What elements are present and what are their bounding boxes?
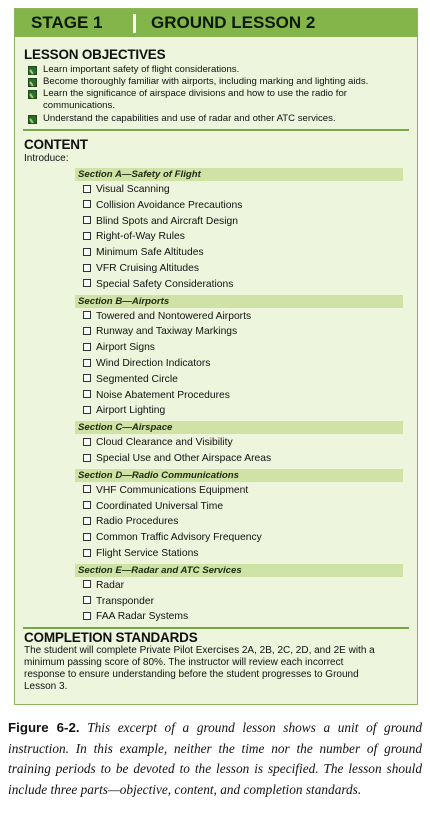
objective-text: communications. bbox=[43, 100, 115, 111]
content-item bbox=[83, 311, 251, 323]
objective-text: Learn important safety of flight considerations. bbox=[43, 64, 240, 75]
content-item bbox=[83, 279, 233, 291]
checkbox-icon bbox=[83, 390, 91, 398]
content-item bbox=[83, 358, 210, 370]
checkmark-icon bbox=[28, 66, 37, 75]
content-item bbox=[83, 374, 178, 386]
content-item-label: Collision Avoidance Precautions bbox=[96, 199, 243, 211]
content-item-label: Special Safety Considerations bbox=[96, 278, 234, 290]
checkbox-icon bbox=[83, 232, 91, 240]
content-item bbox=[83, 326, 237, 338]
content-item-label: FAA Radar Systems bbox=[96, 611, 189, 623]
stage-title: STAGE 1 bbox=[31, 13, 103, 32]
checkbox-icon bbox=[83, 359, 91, 367]
content-item-label: Blind Spots and Aircraft Design bbox=[96, 215, 238, 227]
lesson-header bbox=[15, 9, 417, 37]
content-item-label: VHF Communications Equipment bbox=[96, 484, 249, 496]
content-item bbox=[83, 437, 233, 449]
checkbox-icon bbox=[83, 517, 91, 525]
content-item bbox=[83, 548, 198, 560]
content-item bbox=[83, 200, 242, 212]
lesson-panel bbox=[14, 8, 418, 705]
content-item-label: Cloud Clearance and Visibility bbox=[96, 437, 233, 449]
content-item-label: Radar bbox=[96, 579, 125, 591]
objective-item bbox=[43, 76, 403, 88]
checkbox-icon bbox=[83, 185, 91, 193]
completion-line: Lesson 3. bbox=[24, 681, 68, 692]
content-item bbox=[83, 216, 238, 228]
content-item-label: Wind Direction Indicators bbox=[96, 358, 211, 369]
checkbox-icon bbox=[83, 248, 91, 256]
objective-text: Learn the significance of airspace divisions and how to use the radio for bbox=[43, 88, 347, 99]
checkbox-icon bbox=[83, 596, 91, 604]
checkbox-icon bbox=[83, 501, 91, 509]
checkbox-icon bbox=[83, 374, 91, 382]
content-item-label: Special Use and Other Airspace Areas bbox=[96, 453, 272, 464]
content-item bbox=[83, 453, 271, 465]
figure-caption bbox=[8, 718, 422, 800]
objective-item bbox=[43, 88, 403, 100]
content-item-label: Segmented Circle bbox=[96, 373, 178, 385]
content-item bbox=[83, 516, 178, 528]
section-header: Section A—Safety of Flight bbox=[75, 168, 403, 181]
objective-item bbox=[43, 113, 403, 125]
checkbox-icon bbox=[83, 485, 91, 493]
content-item-label: Coordinated Universal Time bbox=[96, 500, 224, 512]
section-header: Section D—Radio Communications bbox=[75, 469, 403, 482]
header-divider bbox=[133, 14, 136, 33]
content-item-label: Towered and Nontowered Airports bbox=[96, 310, 252, 322]
section-header: Section C—Airspace bbox=[75, 421, 403, 434]
content-item bbox=[83, 184, 170, 196]
checkbox-icon bbox=[83, 327, 91, 335]
checkbox-icon bbox=[83, 406, 91, 414]
content-item-label: Right-of-Way Rules bbox=[96, 231, 185, 243]
content-item bbox=[83, 263, 199, 275]
caption-text: This excerpt of a ground lesson shows a unit of ground instruction. In this example, neither the time nor the number of ground training periods to be devoted to the lesson is specified. The lesson should include three parts—objective, content, and completion standards. bbox=[8, 720, 422, 797]
content-heading: CONTENT bbox=[24, 137, 88, 152]
content-item-label: Airport Signs bbox=[96, 342, 155, 354]
completion-line: minimum passing score of 80%. The instructor will review each incorrect bbox=[24, 657, 344, 668]
checkmark-icon bbox=[28, 90, 37, 99]
completion-line: response to ensure understanding before the student progresses to Ground bbox=[24, 669, 359, 680]
content-item-label: Radio Procedures bbox=[96, 516, 179, 528]
checkbox-icon bbox=[83, 279, 91, 287]
lesson-title: GROUND LESSON 2 bbox=[151, 13, 316, 32]
content-item bbox=[83, 501, 223, 513]
objective-item-continued bbox=[43, 100, 403, 112]
content-item-label: Airport Lighting bbox=[96, 405, 166, 417]
checkbox-icon bbox=[83, 533, 91, 541]
content-intro: Introduce: bbox=[24, 153, 69, 164]
checkbox-icon bbox=[83, 200, 91, 208]
content-item bbox=[83, 390, 230, 402]
divider bbox=[23, 627, 409, 629]
checkbox-icon bbox=[83, 438, 91, 446]
checkbox-icon bbox=[83, 343, 91, 351]
checkmark-icon bbox=[28, 78, 37, 87]
divider bbox=[23, 129, 409, 131]
checkbox-icon bbox=[83, 549, 91, 557]
objective-text: Understand the capabilities and use of radar and other ATC services. bbox=[43, 113, 336, 124]
checkbox-icon bbox=[83, 580, 91, 588]
objective-item bbox=[43, 64, 403, 76]
content-item bbox=[83, 247, 204, 259]
content-item-label: Runway and Taxiway Markings bbox=[96, 326, 238, 338]
checkbox-icon bbox=[83, 216, 91, 224]
checkbox-icon bbox=[83, 454, 91, 462]
section-header: Section E—Radar and ATC Services bbox=[75, 564, 403, 577]
checkbox-icon bbox=[83, 264, 91, 272]
checkbox-icon bbox=[83, 612, 91, 620]
content-item-label: VFR Cruising Altitudes bbox=[96, 263, 200, 274]
completion-line: The student will complete Private Pilot Exercises 2A, 2B, 2C, 2D, and 2E with a bbox=[24, 645, 375, 656]
content-item bbox=[83, 532, 262, 544]
content-item-label: Noise Abatement Procedures bbox=[96, 389, 230, 401]
content-item bbox=[83, 611, 188, 623]
completion-heading: COMPLETION STANDARDS bbox=[24, 630, 198, 645]
content-item bbox=[83, 342, 155, 354]
content-item bbox=[83, 580, 124, 592]
checkmark-icon bbox=[28, 115, 37, 124]
objective-text: Become thoroughly familiar with airports, including marking and lighting aids. bbox=[43, 76, 369, 87]
content-item-label: Visual Scanning bbox=[96, 184, 170, 195]
objectives-heading: LESSON OBJECTIVES bbox=[24, 47, 166, 62]
content-item-label: Flight Service Stations bbox=[96, 548, 199, 559]
content-item bbox=[83, 231, 185, 243]
checkbox-icon bbox=[83, 311, 91, 319]
caption-label: Figure 6-2. bbox=[8, 720, 80, 735]
section-header: Section B—Airports bbox=[75, 295, 403, 308]
content-item bbox=[83, 596, 154, 608]
content-item bbox=[83, 405, 165, 417]
content-item-label: Transponder bbox=[96, 595, 155, 607]
content-item-label: Common Traffic Advisory Frequency bbox=[96, 532, 262, 544]
content-item bbox=[83, 485, 248, 497]
content-item-label: Minimum Safe Altitudes bbox=[96, 247, 204, 259]
